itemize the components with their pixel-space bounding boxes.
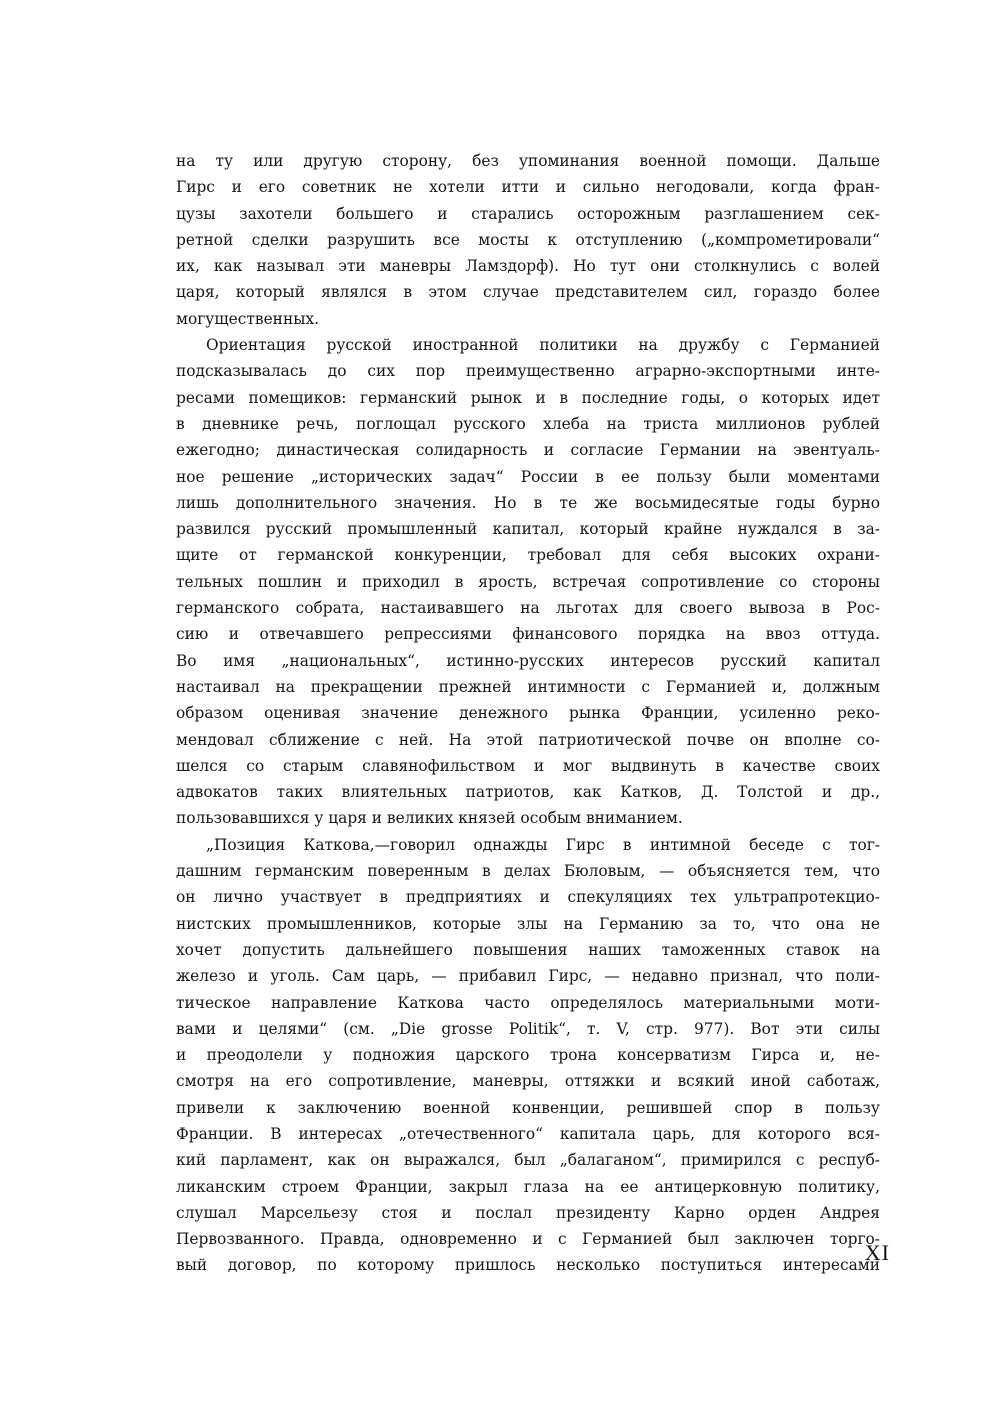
text-line: на ту или другую сторону, без упоминания военной помощи. Дальше (176, 152, 880, 170)
text-line: смотря на его сопротивление, маневры, оттяжки и всякий иной саботаж, (176, 1072, 880, 1091)
text-line: привели к заключению военной конвенции, решившей спор в пользу (176, 1098, 880, 1117)
text-line: шелся со старым славянофильством и мог выдвинуть в качестве своих (176, 756, 880, 775)
text-line: цузы захотели большего и старались осторожным разглашением сек- (176, 204, 880, 223)
text-line: ресами помещиков: германский рынок и в последние годы, о которых идет (176, 388, 880, 407)
text-line: лишь дополнительного значения. Но в те же восьмидесятые годы бурно (176, 493, 880, 512)
text-line: железо и уголь. Сам царь, — прибавил Гирс, — недавно признал, что поли- (176, 967, 880, 986)
text-line: в дневнике речь, поглощал русского хлеба на триста миллионов рублей (176, 414, 880, 433)
paragraph-1 (176, 148, 880, 332)
text-line: настаивал на прекращении прежней интимности с Германией и, должным (176, 677, 880, 696)
text-line: пользовавшихся у царя и великих князей особым вниманием. (176, 809, 683, 828)
text-line: царя, который являлся в этом случае представителем сил, гораздо более (176, 283, 880, 302)
text-line: Франции. В интересах „отечественного“ капитала царь, для которого вся- (176, 1124, 880, 1143)
text-line: ретной сделки разрушить все мосты к отступлению („компрометировали“ (176, 230, 880, 249)
text-line: дашним германским поверенным в делах Бюловым, — объясняется тем, что (176, 862, 880, 881)
text-line: Во имя „национальных“, истинно-русских интересов русский капитал (176, 651, 880, 670)
text-line: образом оценивая значение денежного рынка Франции, усиленно реко- (176, 704, 880, 723)
text-line: и преодолели у подножия царского трона консерватизм Гирса и, не- (176, 1046, 880, 1065)
paragraph-3 (176, 832, 880, 1279)
text-line: Ориентация русской иностранной политики на дружбу с Германией (206, 336, 880, 355)
text-line: Первозванного. Правда, одновременно и с Германией был заключен торго- (176, 1230, 880, 1249)
text-line: хочет допустить дальнейшего повышения наших таможенных ставок на (176, 940, 880, 959)
text-line: он лично участвует в предприятиях и спекуляциях тех ультрапротекцио- (176, 888, 880, 907)
text-line: тическое направление Каткова часто определялось материальными моти- (176, 993, 880, 1012)
text-line: ежегодно; династическая солидарность и согласие Германии на эвентуаль- (176, 441, 880, 460)
text-line: вый договор, по которому пришлось несколько поступиться интересами (176, 1256, 880, 1275)
text-line: их, как называл эти маневры Ламздорф). Но тут они столкнулись с волей (176, 257, 880, 276)
text-line: развился русский промышленный капитал, который крайне нуждался в за- (176, 520, 880, 539)
text-line: нистских промышленников, которые злы на Германию за то, что она не (176, 914, 880, 933)
text-line: вами и целями“ (см. „Die grosse Politik“, т. V, стр. 977). Вот эти силы (176, 1019, 880, 1038)
text-line: сию и отвечавшего репрессиями финансового порядка на ввоз оттуда. (176, 625, 880, 644)
text-line: кий парламент, как он выражался, был „балаганом“, примирился с респуб- (176, 1151, 880, 1170)
text-line: слушал Марсельезу стоя и послал президенту Карно орден Андрея (176, 1203, 880, 1222)
text-line: тельных пошлин и приходил в ярость, встречая сопротивление со стороны (176, 572, 880, 591)
text-line: щите от германской конкуренции, требовал для себя высоких охрани- (176, 546, 880, 565)
text-line: могущественных. (176, 309, 320, 328)
text-line: ное решение „исторических задач“ России в ее пользу были моментами (176, 467, 880, 486)
text-line: ликанским строем Франции, закрыл глаза на ее антицерковную политику, (176, 1177, 880, 1196)
text-line: „Позиция Каткова,—говорил однажды Гирс в интимной беседе с тог- (206, 835, 880, 854)
text-line: мендовал сближение с ней. На этой патриотической почве он вполне со- (176, 730, 880, 749)
paragraph-2 (176, 332, 880, 832)
text-line: подсказывалась до сих пор преимущественно аграрно-экспортными инте- (176, 362, 880, 381)
page-number: XI (864, 1240, 890, 1265)
text-line: адвокатов таких влиятельных патриотов, как Катков, Д. Толстой и др., (176, 783, 880, 802)
text-line: германского собрата, настаивавшего на льготах для своего вывоза в Рос- (176, 599, 880, 618)
body-text (176, 148, 880, 1279)
text-line: Гирс и его советник не хотели итти и сильно негодовали, когда фран- (176, 178, 880, 197)
